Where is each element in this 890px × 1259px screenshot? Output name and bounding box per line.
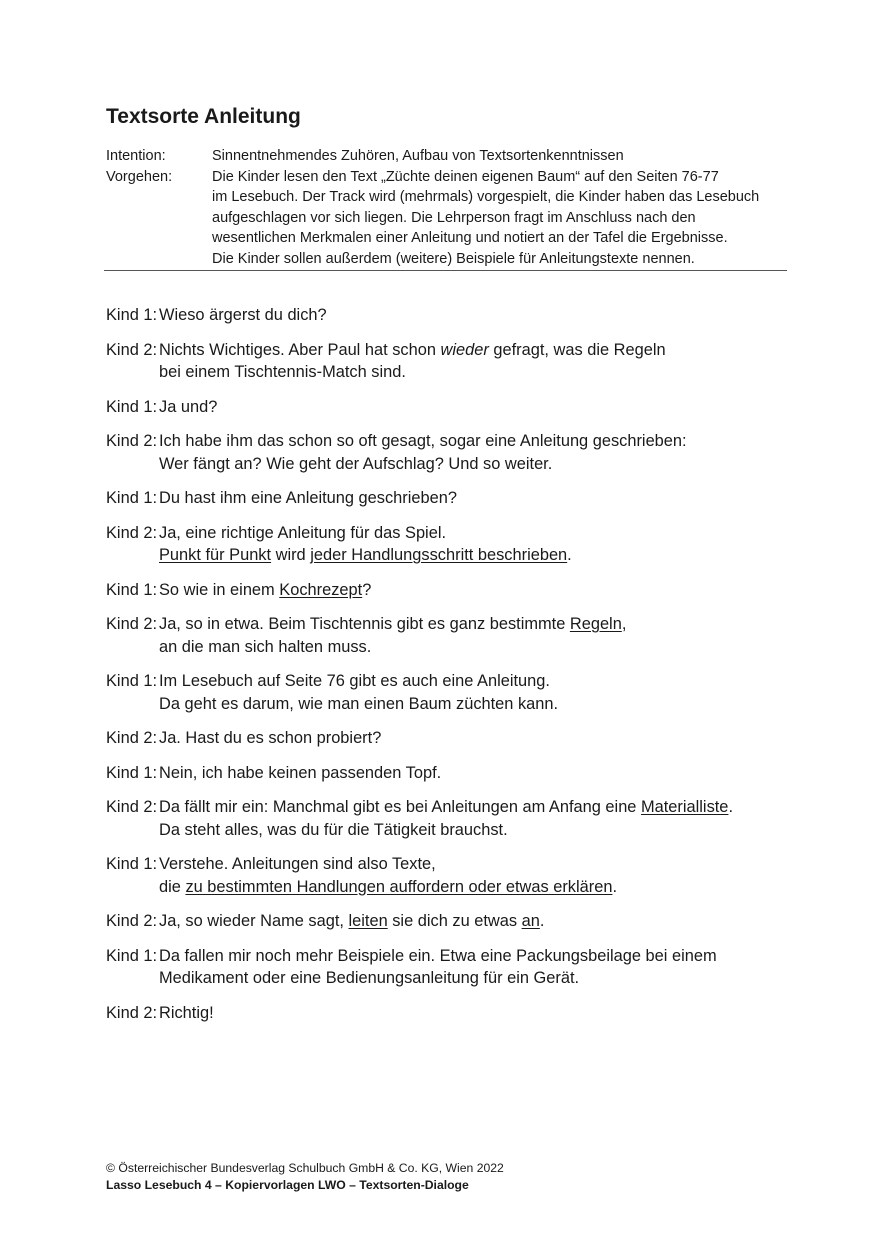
dialog <box>106 304 786 1036</box>
dialog-turn <box>106 304 786 327</box>
dialog-turn <box>106 430 786 475</box>
dialog-turn <box>106 670 786 715</box>
utterance-line: Medikament oder eine Bedienungsanleitung für ein Gerät. <box>159 969 580 987</box>
text-segment: . <box>539 912 545 930</box>
dialog-turn <box>106 522 786 567</box>
speaker-label: Kind 1: <box>106 672 158 690</box>
speaker-label: Kind 1: <box>106 855 158 873</box>
utterance-line: Ja und? <box>159 397 218 416</box>
vorgehen-line: im Lesebuch. Der Track wird (mehrmals) vorgespielt, die Kinder haben das Lesebuch <box>212 189 760 206</box>
underlined-keyword: jeder Handlungsschritt beschrieben <box>310 546 568 564</box>
dialog-turn <box>106 727 786 750</box>
underlined-keyword: leiten <box>348 912 388 930</box>
text-segment: . <box>567 546 572 564</box>
speaker-label: Kind 2: <box>106 340 158 359</box>
speaker-label: Kind 2: <box>106 912 158 930</box>
vorgehen-line: aufgeschlagen vor sich liegen. Die Lehrperson fragt im Anschluss nach den <box>212 209 696 226</box>
utterance-line <box>159 339 786 362</box>
text-segment: gefragt, was die Regeln <box>488 340 666 359</box>
speaker-label: Kind 2: <box>106 615 158 633</box>
utterance-line: Im Lesebuch auf Seite 76 gibt es auch eine Anleitung. <box>159 672 550 690</box>
utterance <box>159 727 786 750</box>
dialog-turn <box>106 339 786 384</box>
utterance <box>159 1002 786 1025</box>
text-segment: wird <box>271 546 311 564</box>
speaker-label: Kind 1: <box>106 306 158 324</box>
speaker-label: Kind 1: <box>106 580 158 599</box>
utterance <box>159 304 786 327</box>
utterance <box>159 670 786 715</box>
vorgehen-line: wesentlichen Merkmalen einer Anleitung und notiert an der Tafel die Ergebnisse. <box>212 230 728 247</box>
utterance <box>159 396 786 419</box>
underlined-keyword: Materialliste <box>640 798 729 816</box>
intention-row <box>106 146 786 167</box>
divider <box>104 270 787 271</box>
utterance-line: bei einem Tischtennis-Match sind. <box>159 363 406 381</box>
underlined-keyword: Kochrezept <box>279 580 363 599</box>
utterance-line: Da geht es darum, wie man einen Baum züchten kann. <box>159 694 559 713</box>
vorgehen-label: Vorgehen: <box>106 168 173 185</box>
speaker-label: Kind 1: <box>106 397 158 416</box>
dialog-turn <box>106 945 786 990</box>
utterance-line: Ich habe ihm das schon so oft gesagt, sogar eine Anleitung geschrieben: <box>159 432 687 450</box>
utterance <box>159 430 786 475</box>
utterance-line: Wieso ärgerst du dich? <box>159 306 327 324</box>
text-segment: die <box>159 877 186 896</box>
dialog-turn <box>106 396 786 419</box>
utterance <box>159 853 786 898</box>
utterance-line: Nein, ich habe keinen passenden Topf. <box>159 763 442 782</box>
text-segment: Da fällt mir ein: Manchmal gibt es bei Anleitungen am Anfang eine <box>159 798 641 816</box>
utterance-line: Verstehe. Anleitungen sind also Texte, <box>159 855 436 873</box>
copyright-notice: © Österreichischer Bundesverlag Schulbuch GmbH & Co. KG, Wien 2022 <box>106 1161 504 1175</box>
utterance-line <box>159 579 786 602</box>
dialog-turn <box>106 762 786 785</box>
utterance-line <box>159 796 786 819</box>
utterance-line: Da steht alles, was du für die Tätigkeit brauchst. <box>159 820 508 839</box>
teacher-notes <box>106 146 786 270</box>
utterance <box>159 613 786 658</box>
utterance-line <box>159 544 786 567</box>
speaker-label: Kind 1: <box>106 946 158 965</box>
speaker-label: Kind 2: <box>106 798 158 816</box>
utterance-line <box>159 876 786 899</box>
text-segment: . <box>728 798 733 816</box>
vorgehen-line: Die Kinder sollen außerdem (weitere) Beispiele für Anleitungstexte nennen. <box>212 250 695 267</box>
dialog-turn <box>106 796 786 841</box>
utterance-line: Ja. Hast du es schon probiert? <box>159 729 382 747</box>
dialog-turn <box>106 1002 786 1025</box>
utterance <box>159 762 786 785</box>
utterance-line: Du hast ihm eine Anleitung geschrieben? <box>159 489 457 507</box>
utterance <box>159 910 786 933</box>
text-segment: , <box>621 615 627 633</box>
utterance-line <box>159 910 786 933</box>
dialog-turn <box>106 613 786 658</box>
source-reference: Lasso Lesebuch 4 – Kopiervorlagen LWO – Textsorten-Dialoge <box>106 1178 469 1192</box>
text-segment: Ja, so wieder Name sagt, <box>159 912 349 930</box>
utterance-line: Ja, eine richtige Anleitung für das Spiel. <box>159 523 447 542</box>
page-footer <box>106 1160 504 1194</box>
underlined-keyword: zu bestimmten Handlungen auffordern oder etwas erklären <box>185 877 613 896</box>
text-segment: . <box>612 877 618 896</box>
utterance-line: Richtig! <box>159 1003 214 1022</box>
utterance-line <box>159 613 786 636</box>
text-segment: ? <box>362 580 372 599</box>
text-segment: sie dich zu etwas <box>387 912 522 930</box>
utterance-line: Da fallen mir noch mehr Beispiele ein. Etwa eine Packungsbeilage bei einem <box>159 946 717 965</box>
speaker-label: Kind 1: <box>106 489 158 507</box>
vorgehen-text <box>212 167 786 270</box>
underlined-keyword: Punkt für Punkt <box>159 546 272 564</box>
speaker-label: Kind 2: <box>106 729 158 747</box>
utterance <box>159 522 786 567</box>
dialog-turn <box>106 910 786 933</box>
utterance <box>159 339 786 384</box>
utterance <box>159 945 786 990</box>
speaker-label: Kind 2: <box>106 1003 158 1022</box>
dialog-turn <box>106 579 786 602</box>
underlined-keyword: Regeln <box>569 615 622 633</box>
page-title: Textsorte Anleitung <box>106 105 301 128</box>
utterance <box>159 579 786 602</box>
underlined-keyword: an <box>521 912 540 930</box>
dialog-turn <box>106 853 786 898</box>
intention-text: Sinnentnehmendes Zuhören, Aufbau von Textsortenkenntnissen <box>212 148 624 164</box>
utterance-line: Wer fängt an? Wie geht der Aufschlag? Und so weiter. <box>159 454 553 473</box>
vorgehen-row <box>106 167 786 270</box>
speaker-label: Kind 1: <box>106 763 158 782</box>
dialog-turn <box>106 487 786 510</box>
utterance <box>159 796 786 841</box>
vorgehen-line: Die Kinder lesen den Text „Züchte deinen eigenen Baum“ auf den Seiten 76-77 <box>212 168 719 185</box>
text-segment: So wie in einem <box>159 580 280 599</box>
text-segment: Nichts Wichtiges. Aber Paul hat schon <box>159 340 441 359</box>
emphasized-text: wieder <box>440 340 489 359</box>
speaker-label: Kind 2: <box>106 432 158 450</box>
utterance-line: an die man sich halten muss. <box>159 637 372 656</box>
utterance <box>159 487 786 510</box>
intention-label: Intention: <box>106 148 166 164</box>
speaker-label: Kind 2: <box>106 523 158 542</box>
text-segment: Ja, so in etwa. Beim Tischtennis gibt es ganz bestimmte <box>159 615 570 633</box>
